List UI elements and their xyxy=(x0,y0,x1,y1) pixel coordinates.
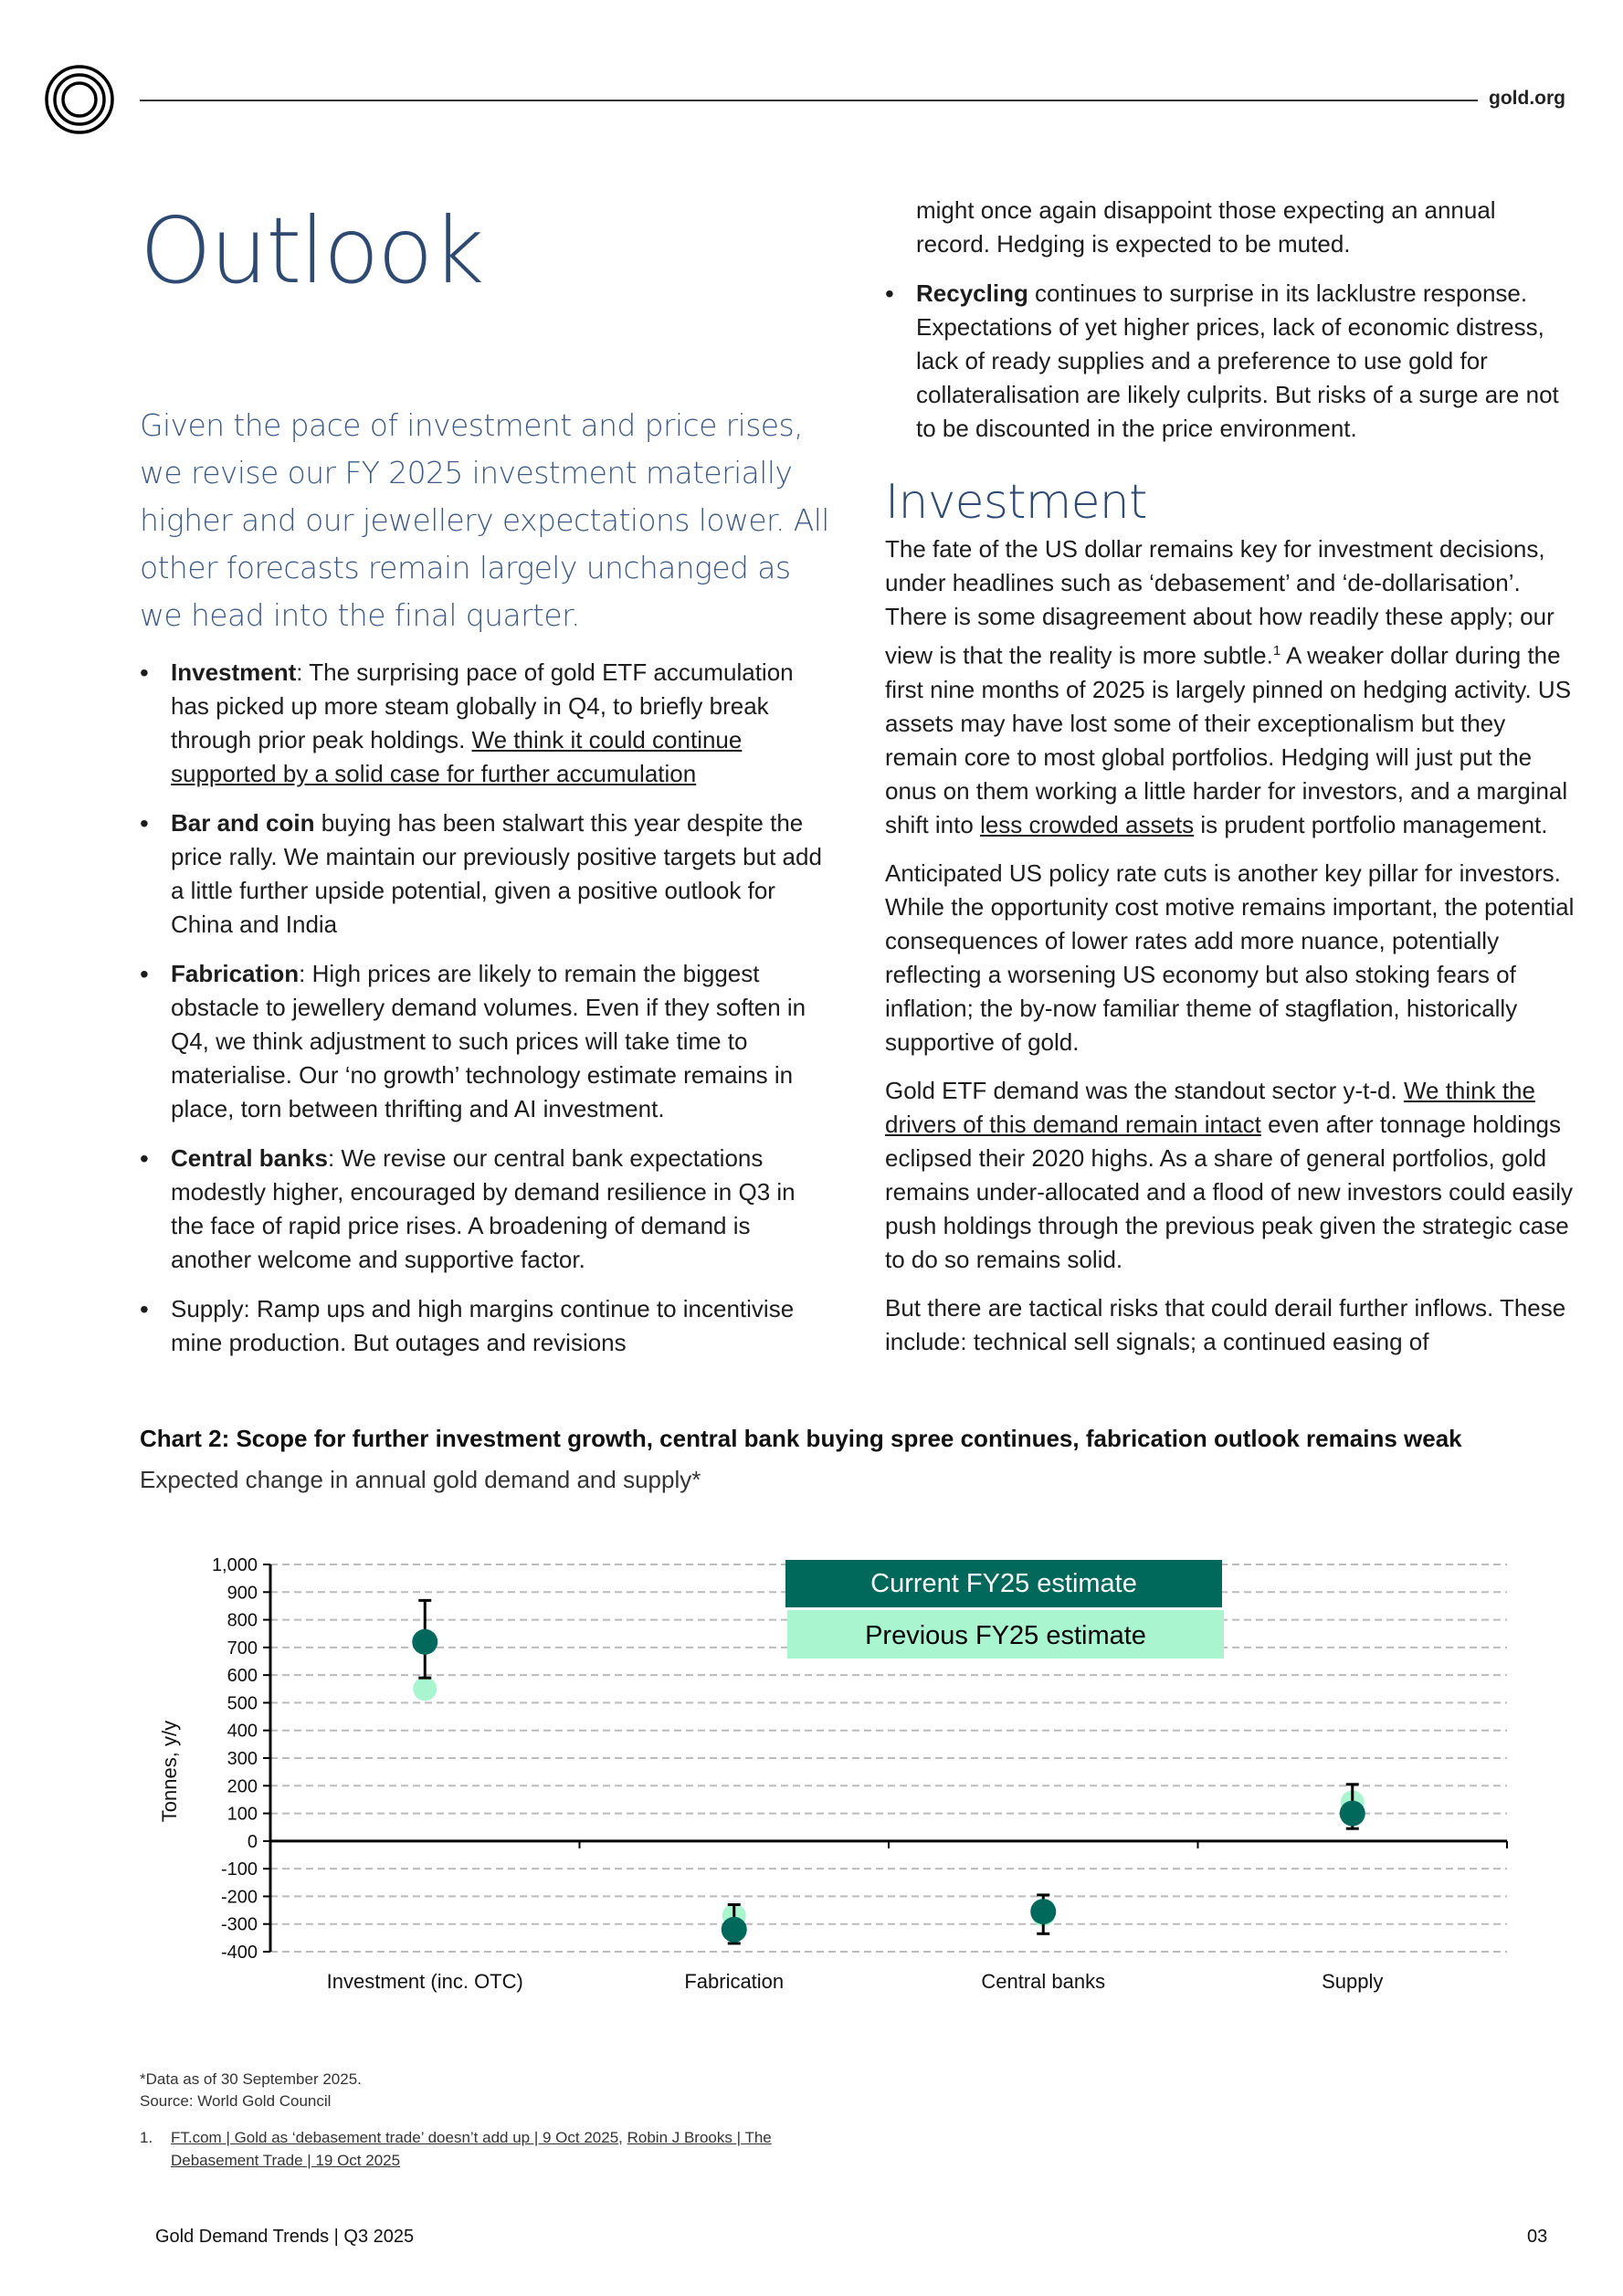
bullet-label: Bar and coin xyxy=(171,809,315,837)
y-tick-label: -200 xyxy=(220,1887,258,1908)
bullet-fabrication xyxy=(140,957,834,1126)
y-tick-label: 0 xyxy=(247,1831,258,1852)
bullet-recycling xyxy=(885,277,1575,446)
header-divider xyxy=(140,100,1478,101)
current-estimate-marker xyxy=(412,1629,437,1655)
footnotes xyxy=(140,2126,810,2172)
x-category-label: Central banks xyxy=(981,1970,1106,1993)
bullet-text: : The surprising pace of gold ETF accumulation has picked up more steam globally in Q4, to briefly break through prior peak holdings. xyxy=(171,658,794,753)
recycling-bullet-list xyxy=(885,277,1575,446)
bullet-investment xyxy=(140,656,834,791)
y-tick-label: -300 xyxy=(220,1914,258,1935)
para-text: The fate of the US dollar remains key for investment decisions, under headlines such as ‘debasement’ and ‘de-dollarisation’. There is some disagreement about how readily these apply; our view is that the reality is more subtle. xyxy=(885,535,1554,669)
para-text: A weaker dollar during the first nine months of 2025 is largely pinned on hedging activity. US assets may have lost some of their exceptionalism but they remain core to most global portfolios. Hedging will just put the onus on them working a little harder for investors, and a marginal shift into xyxy=(885,641,1572,838)
para-text: Gold ETF demand was the standout sector y-t-d. xyxy=(885,1076,1404,1104)
right-column xyxy=(885,194,1575,1374)
paragraph-us-dollar xyxy=(885,532,1575,842)
footnote-number: 1. xyxy=(140,2129,153,2146)
paragraph-rate-cuts: Anticipated US policy rate cuts is another key pillar for investors. While the opportunity cost motive remains important, the potential consequences of lower rates add more nuance, potentially reflecting a worsening US economy but also stoking fears of inflation; the by-now familiar theme of stagflation, historically supportive of gold. xyxy=(885,858,1575,1056)
section-title-investment: Investment xyxy=(885,475,1147,530)
site-link[interactable]: gold.org xyxy=(1489,88,1565,109)
chart-subtitle: Expected change in annual gold demand and supply* xyxy=(140,1466,701,1493)
y-tick-label: 700 xyxy=(227,1638,258,1659)
para-text: even after tonnage holdings eclipsed their 2020 highs. As a share of general portfolios, gold remains under-allocated and a flood of new investors could easily push holdings through the previous peak given the strategic case to do so remains solid. xyxy=(885,1110,1573,1273)
bullet-text: : We revise our central bank expectations modestly higher, encouraged by demand resilience in Q3 in the face of rapid price rises. A broadening of demand is another welcome and supportive factor. xyxy=(171,1144,796,1273)
robin-brooks-link[interactable]: Robin J Brooks | The Debasement Trade | 19 Oct 2025 xyxy=(171,2129,772,2169)
bullet-central-banks xyxy=(140,1142,834,1277)
bullet-text: continues to surprise in its lacklustre response. Expectations of yet higher prices, lack of economic distress, lack of ready supplies and a preference to use gold for collateralisation are likely culprits. But risks of a surge are not to be discounted in the price environment. xyxy=(916,279,1559,442)
y-axis-title: Tonnes, y/y xyxy=(158,1720,181,1823)
bullet-label: Supply xyxy=(171,1295,244,1322)
legend-previous-label: Previous FY25 estimate xyxy=(865,1621,1146,1650)
chart-plot xyxy=(137,1543,1525,2037)
less-crowded-assets-link[interactable]: less crowded assets xyxy=(980,810,1195,838)
ft-article-link[interactable]: FT.com | Gold as ‘debasement trade’ doesn’t add up | 9 Oct 2025 xyxy=(171,2129,619,2146)
bullet-bar-and-coin xyxy=(140,806,834,942)
y-tick-label: -400 xyxy=(220,1943,258,1963)
legend-current-label: Current FY25 estimate xyxy=(870,1569,1137,1598)
x-category-label: Supply xyxy=(1322,1970,1384,1993)
y-tick-label: 400 xyxy=(227,1721,258,1742)
supply-continued: might once again disappoint those expecting an annual record. Hedging is expected to be muted. xyxy=(916,196,1496,258)
bullet-supply xyxy=(140,1292,834,1360)
current-estimate-marker xyxy=(722,1917,747,1943)
bullet-text: : Ramp ups and high margins continue to incentivise mine production. But outages and revisions xyxy=(171,1295,795,1356)
outlook-bullets xyxy=(140,656,834,1360)
etf-drivers-link[interactable]: We think the drivers of this demand remain intact xyxy=(885,1076,1535,1138)
paragraph-tactical-risks: But there are tactical risks that could derail further inflows. These include: technical sell signals; a continued easing of xyxy=(885,1293,1566,1355)
y-tick-label: 1,000 xyxy=(211,1555,258,1575)
bullet-text: buying has been stalwart this year despite the price rally. We maintain our previously positive targets but add a little further upside potential, given a positive outlook for China and India xyxy=(171,809,822,938)
bullet-text: : High prices are likely to remain the biggest obstacle to jewellery demand volumes. Even if they soften in Q4, we think adjustment to such prices will take time to materialise. Our ‘no growth’ technology estimate remains in place, torn between thrifting and AI investment. xyxy=(171,960,806,1122)
paragraph-etf-demand xyxy=(885,1074,1575,1277)
x-category-label: Fabrication xyxy=(684,1970,785,1993)
y-tick-label: 100 xyxy=(227,1804,258,1825)
left-column xyxy=(140,197,834,1375)
page-number: 03 xyxy=(1527,2227,1548,2247)
current-estimate-marker xyxy=(1340,1801,1365,1827)
y-tick-label: 900 xyxy=(227,1583,258,1604)
data-note: *Data as of 30 September 2025. xyxy=(140,2070,362,2088)
chart-title: Chart 2: Scope for further investment growth, central bank buying spree continues, fabrication outlook remains weak xyxy=(140,1425,1462,1452)
chart-2 xyxy=(137,1543,1525,2037)
separator: , xyxy=(618,2129,627,2146)
chart-notes xyxy=(140,2069,362,2112)
y-tick-label: 800 xyxy=(227,1610,258,1631)
y-tick-label: 300 xyxy=(227,1749,258,1769)
para-text: is prudent portfolio management. xyxy=(1194,810,1548,838)
footnote-ref[interactable]: 1 xyxy=(1272,643,1281,658)
investment-link[interactable]: We think it could continue supported by a solid case for further accumulation xyxy=(171,726,743,787)
bullet-label: Central banks xyxy=(171,1144,328,1172)
y-tick-label: 600 xyxy=(227,1666,258,1687)
y-tick-label: -100 xyxy=(220,1859,258,1880)
y-tick-label: 200 xyxy=(227,1776,258,1797)
intro-summary: Given the pace of investment and price rises, we revise our FY 2025 investment materially higher and our jewellery expectations lower. All other forecasts remain largely unchanged as we head into the final quarter. xyxy=(140,407,829,633)
bullet-label: Fabrication xyxy=(171,960,300,987)
previous-estimate-marker xyxy=(413,1677,437,1701)
footer-publication: Gold Demand Trends | Q3 2025 xyxy=(155,2227,415,2247)
page-title: Outlook xyxy=(140,197,483,304)
bullet-label: Recycling xyxy=(916,279,1028,307)
source-note: Source: World Gold Council xyxy=(140,2092,332,2110)
current-estimate-marker xyxy=(1030,1899,1056,1924)
footnote-text xyxy=(171,2126,810,2172)
bullet-label: Investment xyxy=(171,658,297,686)
x-category-label: Investment (inc. OTC) xyxy=(326,1970,523,1993)
concentric-circles-logo-icon xyxy=(44,64,115,135)
y-tick-label: 500 xyxy=(227,1693,258,1714)
